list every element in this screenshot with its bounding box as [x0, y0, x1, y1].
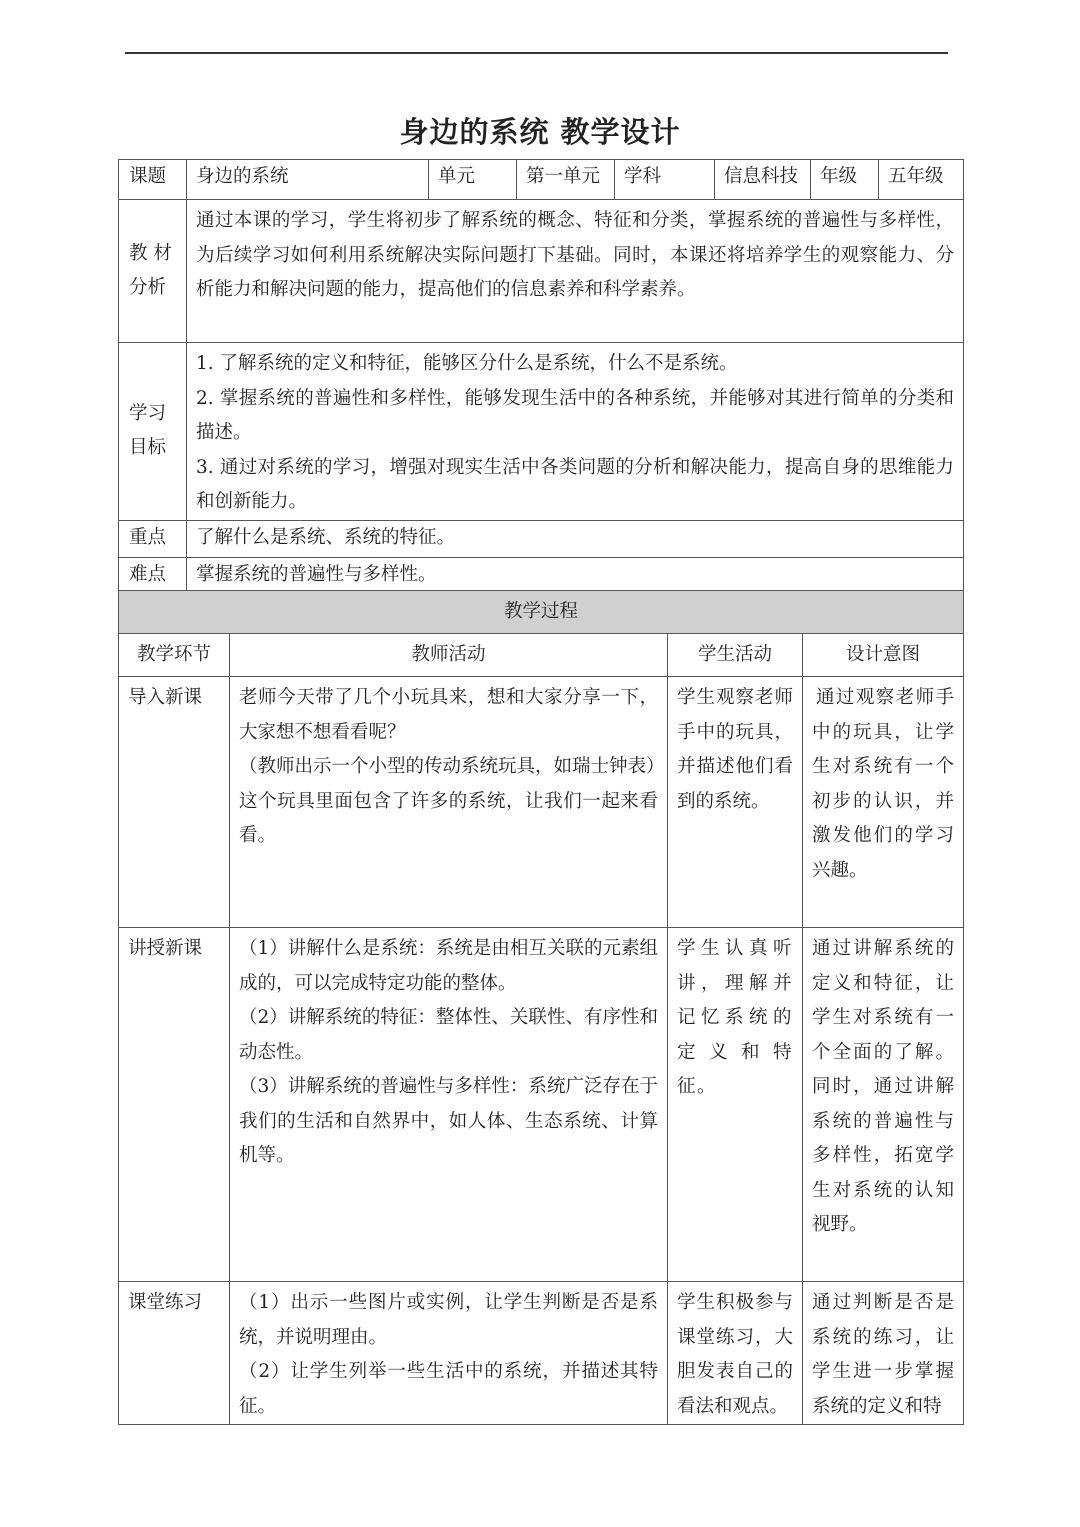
teacher-activity-cell — [230, 677, 668, 928]
lesson-info-table — [118, 159, 964, 595]
document-title: 身边的系统 教学设计 — [399, 115, 681, 149]
goal-item-2: 2. 掌握系统的普遍性和多样性，能够发现生活中的各种系统，并能够对其进行简单的分类和描述。 — [196, 387, 954, 443]
teacher-paragraph: （1）讲解什么是系统：系统是由相互关联的元素组成的，可以完成特定功能的整体。 — [239, 938, 658, 994]
teacher-paragraph: （教师出示一个小型的传动系统玩具，如瑞士钟表） — [239, 756, 665, 777]
topic-label: 课题 — [119, 160, 187, 200]
teacher-paragraph: （3）讲解系统的普遍性与多样性：系统广泛存在于我们的生活和自然界中，如人体、生态系统、计算机等。 — [239, 1076, 658, 1166]
header-rule — [125, 52, 948, 54]
process-banner: 教学过程 — [119, 591, 964, 634]
topic-value: 身边的系统 — [187, 160, 429, 200]
design-intent-cell: 通过讲解系统的定义和特征，让学生对系统有一个全面的了解。同时，通过讲解系统的普遍性与多样性，拓宽学生对系统的认知视野。 — [803, 928, 964, 1282]
teaching-process-table — [118, 590, 964, 1425]
header-stage: 教学环节 — [119, 634, 230, 677]
header-student: 学生活动 — [668, 634, 803, 677]
teacher-paragraph: （2）讲解系统的特征：整体性、关联性、有序性和动态性。 — [239, 1007, 658, 1063]
teacher-paragraph: 老师今天带了几个小玩具来，想和大家分享一下，大家想不想看看呢？ — [239, 687, 658, 743]
analysis-label-line-1: 教 材 — [129, 242, 172, 264]
student-activity-cell: 学生积极参与课堂练习，大胆发表自己的看法和观点。 — [668, 1282, 803, 1425]
analysis-label-line-2: 分析 — [129, 277, 167, 298]
key-point-label: 重点 — [119, 520, 187, 557]
teacher-activity-cell — [230, 928, 668, 1282]
student-activity-cell: 学生认真听讲，理解并记忆系统的定义和特征。 — [668, 928, 803, 1282]
goal-item-1: 1. 了解系统的定义和特征，能够区分什么是系统，什么不是系统。 — [196, 353, 738, 374]
teacher-paragraph: （2）让学生列举一些生活中的系统，并描述其特征。 — [239, 1361, 658, 1417]
difficulty-text: 掌握系统的普遍性与多样性。 — [187, 557, 964, 594]
key-point-text: 了解什么是系统、系统的特征。 — [187, 520, 964, 557]
subject-label: 学科 — [615, 160, 715, 200]
unit-value: 第一单元 — [517, 160, 615, 200]
goals-label-line-2: 目标 — [129, 437, 167, 459]
stage-cell: 课堂练习 — [119, 1282, 230, 1425]
grade-value: 五年级 — [879, 160, 964, 200]
goal-item-3: 3. 通过对系统的学习，增强对现实生活中各类问题的分析和解决能力，提高自身的思维能力和创新能力。 — [196, 456, 954, 512]
goals-label — [119, 343, 187, 521]
grade-label: 年级 — [811, 160, 879, 200]
teacher-paragraph: （1）出示一些图片或实例，让学生判断是否是系统，并说明理由。 — [239, 1292, 658, 1348]
header-intent: 设计意图 — [803, 634, 964, 677]
goals-list — [187, 343, 964, 521]
student-activity-cell: 学生观察老师手中的玩具，并描述他们看到的系统。 — [668, 677, 803, 928]
table-row — [119, 677, 964, 928]
subject-value: 信息科技 — [715, 160, 811, 200]
analysis-label — [119, 200, 187, 343]
stage-cell: 讲授新课 — [119, 928, 230, 1282]
header-teacher: 教师活动 — [230, 634, 668, 677]
unit-label: 单元 — [429, 160, 517, 200]
table-row — [119, 1282, 964, 1425]
analysis-text: 通过本课的学习，学生将初步了解系统的概念、特征和分类，掌握系统的普遍性与多样性，为后续学习如何利用系统解决实际问题打下基础。同时，本课还将培养学生的观察能力、分析能力和解决问题的能力，提高他们的信息素养和科学素养。 — [187, 200, 964, 343]
difficulty-label: 难点 — [119, 557, 187, 594]
goals-label-line-1: 学习 — [129, 402, 167, 424]
design-intent-cell: 通过观察老师手中的玩具，让学生对系统有一个初步的认识，并激发他们的学习兴趣。 — [803, 677, 964, 928]
stage-cell: 导入新课 — [119, 677, 230, 928]
teacher-activity-cell — [230, 1282, 668, 1425]
table-row — [119, 928, 964, 1282]
teacher-paragraph: 这个玩具里面包含了许多的系统，让我们一起来看看。 — [239, 790, 658, 846]
design-intent-cell: 通过判断是否是系统的练习，让学生进一步掌握系统的定义和特 — [803, 1282, 964, 1425]
